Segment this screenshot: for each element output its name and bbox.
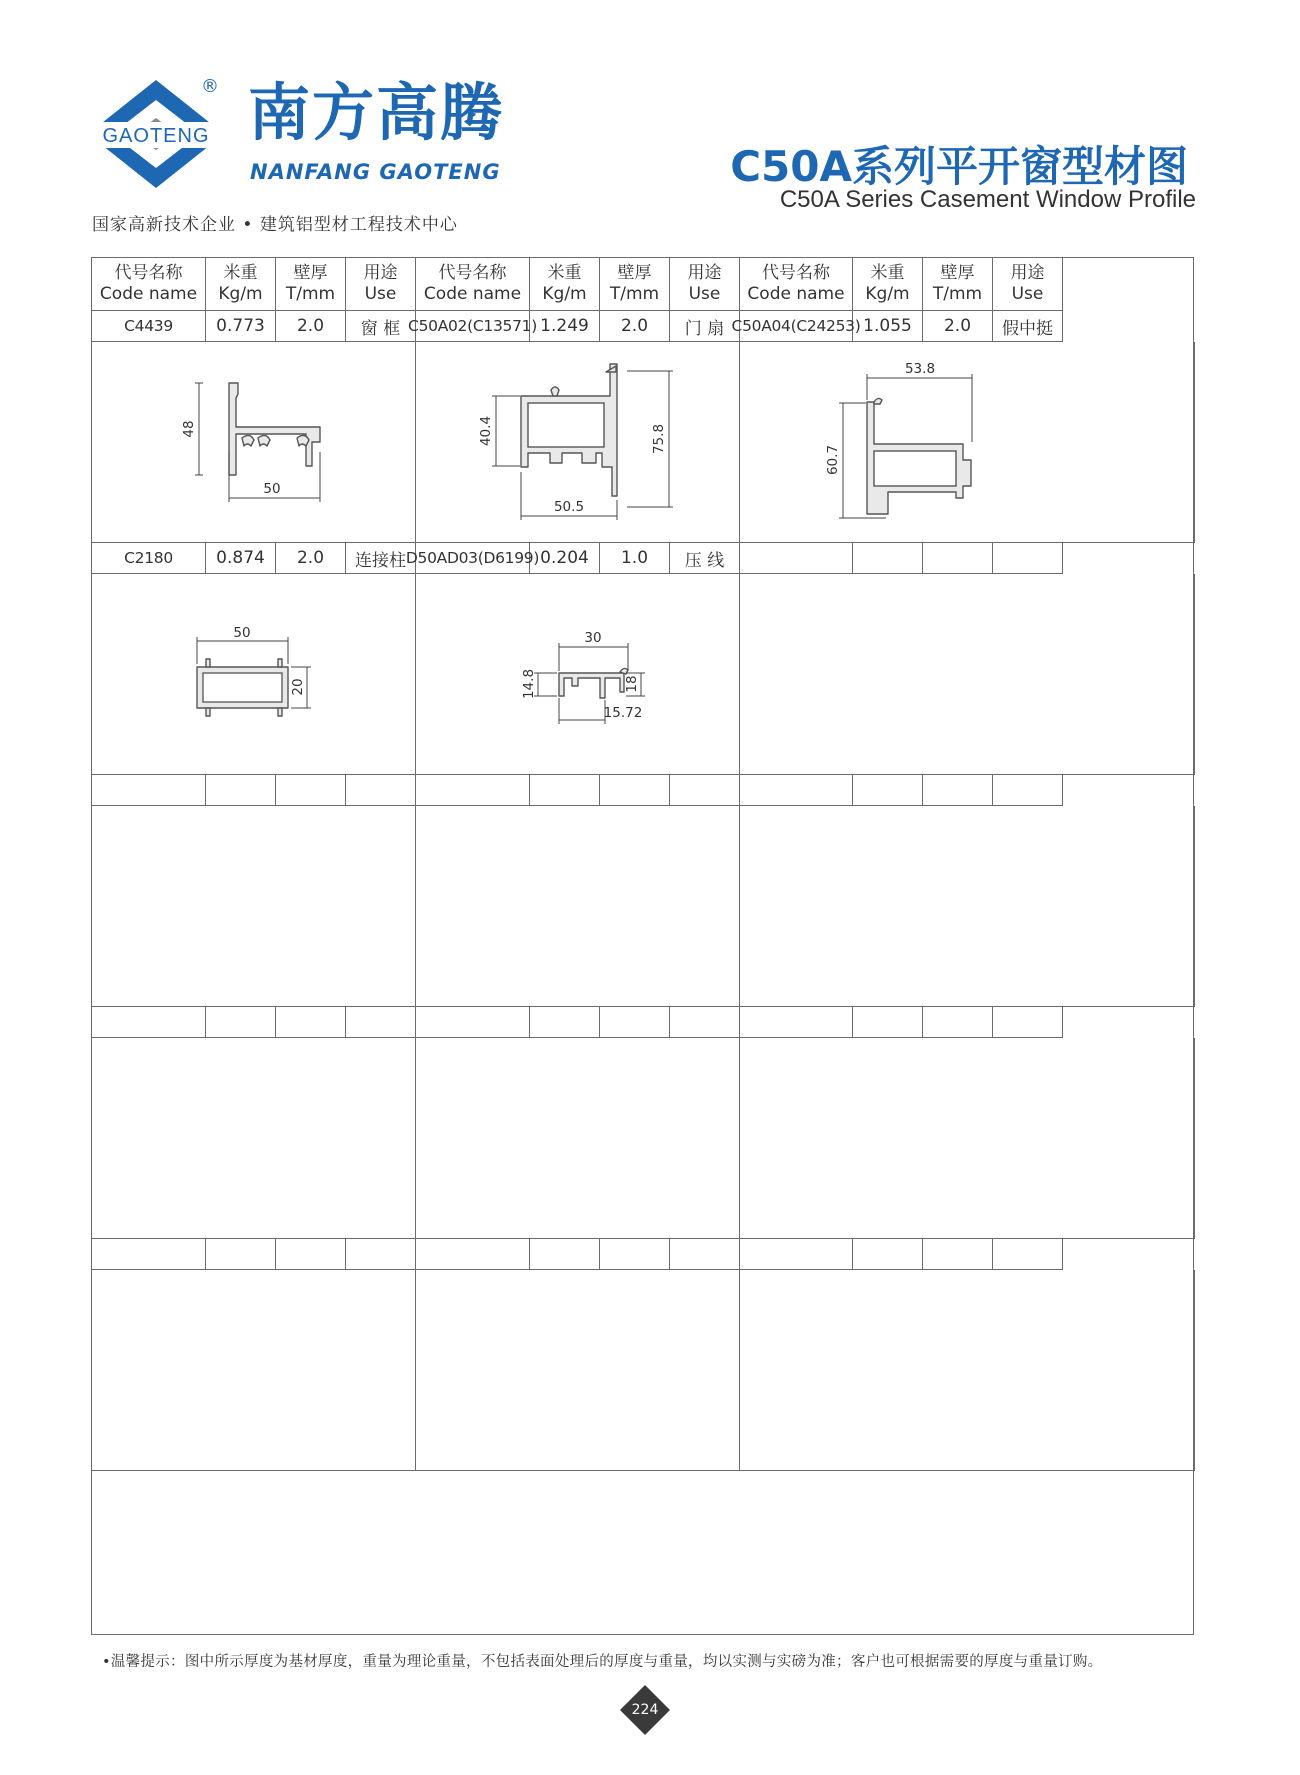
profile-use-cell xyxy=(670,1239,740,1270)
profile-section-svg xyxy=(740,342,1194,542)
registered-mark: ® xyxy=(201,76,219,97)
profile-code-cell xyxy=(92,775,206,806)
column-header xyxy=(670,258,740,311)
profile-use-cell: 压 线 xyxy=(670,543,740,574)
profile-outline xyxy=(551,366,616,396)
profile-cavity xyxy=(874,451,956,486)
profile-drawing-cell xyxy=(416,342,740,543)
profile-weight-cell: 0.773 xyxy=(206,311,276,342)
profile-table xyxy=(91,257,1194,1635)
profile-code-cell xyxy=(740,1007,853,1038)
profile-use-cell xyxy=(993,1007,1063,1038)
profile-code-cell xyxy=(92,1239,206,1270)
column-header xyxy=(530,258,600,311)
profile-weight-cell xyxy=(530,775,600,806)
dimension-label: 14.8 xyxy=(521,668,537,700)
profile-code-cell: C2180 xyxy=(92,543,206,574)
column-header-en: Kg/m xyxy=(542,284,587,304)
column-header xyxy=(923,258,993,311)
dimension-label: 48 xyxy=(181,420,197,438)
profile-weight-cell xyxy=(853,1239,923,1270)
profile-use-cell xyxy=(993,543,1063,574)
company-tagline: 国家高新技术企业 • 建筑铝型材工程技术中心 xyxy=(92,215,458,235)
column-header-cn: 代号名称 xyxy=(114,263,183,283)
column-header-cn: 代号名称 xyxy=(438,263,507,283)
profile-weight-cell: 0.874 xyxy=(206,543,276,574)
profile-use-cell xyxy=(670,775,740,806)
profile-code-cell xyxy=(416,1239,530,1270)
profile-drawing-cell xyxy=(740,574,1195,775)
profile-weight-cell xyxy=(206,1239,276,1270)
profile-code-cell xyxy=(740,1239,853,1270)
column-header-en: T/mm xyxy=(285,284,336,304)
profile-drawing-cell xyxy=(740,806,1195,1007)
profile-thickness-cell: 1.0 xyxy=(600,543,670,574)
column-header-cn: 壁厚 xyxy=(940,263,975,283)
profile-use-cell: 门 扇 xyxy=(670,311,740,342)
dimension-label: 50 xyxy=(233,625,251,641)
profile-weight-cell xyxy=(206,775,276,806)
profile-code-cell xyxy=(416,1007,530,1038)
page-number: 224 xyxy=(631,1702,659,1718)
profile-use-cell xyxy=(993,775,1063,806)
profile-code-cell: C50A02(C13571) xyxy=(416,311,530,342)
profile-cavity xyxy=(528,403,604,447)
dimension-label: 18 xyxy=(624,675,640,693)
profile-code-cell: C50A04(C24253) xyxy=(740,311,853,342)
dimension-label: 15.72 xyxy=(603,705,643,721)
profile-weight-cell xyxy=(530,1007,600,1038)
dimension-label: 75.8 xyxy=(651,423,667,455)
profile-weight-cell xyxy=(206,1007,276,1038)
column-header xyxy=(853,258,923,311)
profile-drawing-cell xyxy=(416,1270,740,1471)
profile-weight-cell xyxy=(853,775,923,806)
profile-use-cell: 假中挺 xyxy=(993,311,1063,342)
column-header-cn: 米重 xyxy=(870,263,905,283)
profile-thickness-cell xyxy=(600,1007,670,1038)
page-title-english: C50A Series Casement Window Profile xyxy=(779,186,1196,213)
column-header-en: Use xyxy=(1011,284,1044,304)
profile-drawing-cell xyxy=(92,342,416,543)
column-header-cn: 壁厚 xyxy=(617,263,652,283)
profile-thickness-cell xyxy=(923,775,993,806)
profile-outline xyxy=(874,398,882,404)
profile-thickness-cell xyxy=(600,1239,670,1270)
profile-drawing-cell xyxy=(92,1038,416,1239)
page-title-chinese: C50A系列平开窗型材图 xyxy=(730,142,1188,191)
dimension-label: 50.5 xyxy=(553,499,585,515)
profile-weight-cell xyxy=(853,1007,923,1038)
profile-thickness-cell xyxy=(923,543,993,574)
profile-code-cell: C4439 xyxy=(92,311,206,342)
profile-drawing-cell xyxy=(416,1038,740,1239)
profile-use-cell xyxy=(346,1007,416,1038)
column-header xyxy=(993,258,1063,311)
column-header xyxy=(600,258,670,311)
profile-drawing-cell xyxy=(92,806,416,1007)
column-header-en: Code name xyxy=(99,284,198,304)
profile-thickness-cell: 2.0 xyxy=(923,311,993,342)
column-header-en: Kg/m xyxy=(865,284,910,304)
profile-weight-cell: 1.249 xyxy=(530,311,600,342)
column-header xyxy=(740,258,853,311)
column-header xyxy=(206,258,276,311)
profile-use-cell: 窗 框 xyxy=(346,311,416,342)
dimension-label: 40.4 xyxy=(478,415,494,447)
profile-drawing-cell xyxy=(92,1270,416,1471)
column-header xyxy=(416,258,530,311)
dimension-label: 30 xyxy=(584,630,602,646)
dimension-label: 20 xyxy=(290,678,306,696)
profile-outline xyxy=(229,383,320,475)
column-header-en: T/mm xyxy=(932,284,983,304)
profile-cavity xyxy=(203,673,282,702)
profile-thickness-cell xyxy=(276,1007,346,1038)
profile-thickness-cell xyxy=(276,775,346,806)
profile-thickness-cell xyxy=(923,1007,993,1038)
column-header-cn: 用途 xyxy=(687,263,722,283)
profile-drawing-cell xyxy=(416,574,740,775)
column-header-en: T/mm xyxy=(609,284,660,304)
profile-drawing-cell xyxy=(740,1270,1195,1471)
profile-use-cell xyxy=(993,1239,1063,1270)
profile-weight-cell xyxy=(530,1239,600,1270)
column-header-en: Use xyxy=(364,284,397,304)
profile-thickness-cell xyxy=(600,775,670,806)
profile-code-cell xyxy=(416,775,530,806)
column-header-en: Kg/m xyxy=(218,284,263,304)
profile-drawing-cell xyxy=(740,1038,1195,1239)
profile-weight-cell: 1.055 xyxy=(853,311,923,342)
profile-outline xyxy=(559,673,624,698)
profile-code-cell: D50AD03(D6199) xyxy=(416,543,530,574)
profile-section-svg xyxy=(92,342,415,542)
footer-note: •温馨提示：图中所示厚度为基材厚度，重量为理论重量，不包括表面处理后的厚度与重量，均以实测与实磅为准；客户也可根据需要的厚度与重量订购。 xyxy=(102,1654,1103,1670)
column-header-en: Code name xyxy=(747,284,845,304)
profile-drawing-cell xyxy=(416,806,740,1007)
profile-thickness-cell xyxy=(276,1239,346,1270)
logo-text: GAOTENG xyxy=(102,125,210,147)
profile-section-svg xyxy=(416,574,739,774)
column-header-cn: 米重 xyxy=(547,263,582,283)
column-header xyxy=(346,258,416,311)
profile-code-cell xyxy=(740,543,853,574)
profile-weight-cell: 0.204 xyxy=(530,543,600,574)
dimension-label: 50 xyxy=(263,481,281,497)
column-header-cn: 用途 xyxy=(1010,263,1045,283)
column-header-cn: 米重 xyxy=(223,263,258,283)
profile-use-cell xyxy=(346,1239,416,1270)
brand-name-chinese: 南方高腾 xyxy=(248,76,505,149)
profile-drawing-cell xyxy=(740,342,1195,543)
profile-thickness-cell: 2.0 xyxy=(276,311,346,342)
dimension-label: 60.7 xyxy=(825,444,841,476)
profile-thickness-cell: 2.0 xyxy=(276,543,346,574)
profile-section-svg xyxy=(92,574,415,774)
column-header-cn: 用途 xyxy=(363,263,398,283)
dimension-label: 53.8 xyxy=(904,361,936,377)
profile-drawing-cell xyxy=(92,574,416,775)
profile-thickness-cell xyxy=(923,1239,993,1270)
profile-use-cell xyxy=(346,775,416,806)
profile-code-cell xyxy=(92,1007,206,1038)
profile-use-cell: 连接柱 xyxy=(346,543,416,574)
profile-outline xyxy=(242,435,309,446)
profile-thickness-cell: 2.0 xyxy=(600,311,670,342)
column-header-cn: 壁厚 xyxy=(293,263,328,283)
profile-use-cell xyxy=(670,1007,740,1038)
brand-name-english: NANFANG GAOTENG xyxy=(250,160,501,184)
profile-section-svg xyxy=(416,342,739,542)
column-header-en: Use xyxy=(688,284,721,304)
profile-code-cell xyxy=(740,775,853,806)
profile-weight-cell xyxy=(853,543,923,574)
column-header xyxy=(92,258,206,311)
column-header-cn: 代号名称 xyxy=(762,263,830,283)
column-header xyxy=(276,258,346,311)
column-header-en: Code name xyxy=(423,284,522,304)
